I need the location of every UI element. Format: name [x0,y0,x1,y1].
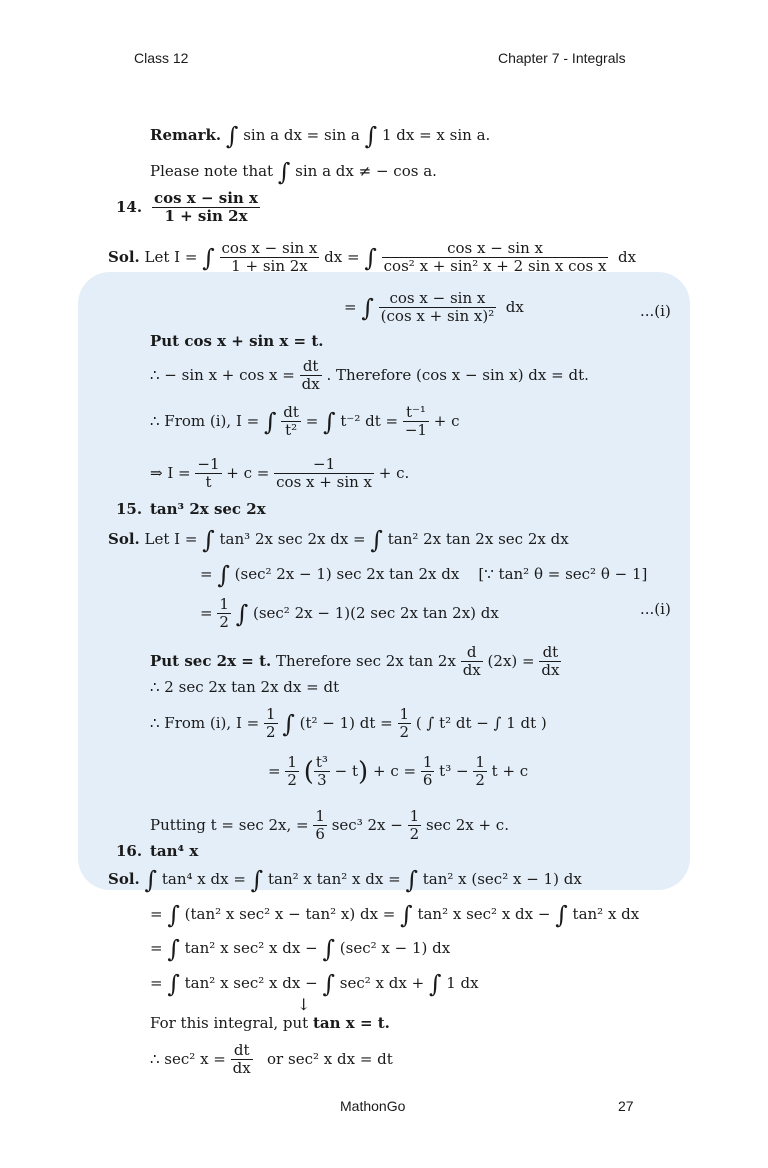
q15-sol-line-1: Sol. Let I = ∫ tan³ 2x sec 2x dx = ∫ tan² 2x tan 2x sec 2x dx [108,526,569,554]
q15-l6-half-num: 1 [287,753,297,771]
q15-l2-a: (sec² 2x − 1) sec 2x tan 2x dx [234,565,460,583]
q14-sol-line-1: Sol. Let I = ∫ $\frac{\text{cos x − sin x}}{1 + \sin 2x}$ dx = ∫ $\frac{\text{cos x − sin x}}{\text{cos² x + sin² x + 2 sin x cos x}}$ dx [108,239,637,276]
q14-f5-den: −1 [404,421,427,440]
q15-l6-half2-num: 1 [475,753,485,771]
q14-number: 14. [116,198,143,216]
q16-l3-a: tan² x sec² x dx − [184,939,318,957]
q15-put-c: (2x) = [487,651,535,670]
q15-therefore: ∴ 2 sec 2x tan 2x dx = dt [150,678,340,696]
q15-sol-line-3: = $\frac{1}{2}$ ∫ (sec² 2x − 1)(2 sec 2x tan 2x) dx [200,595,499,632]
remark-text-2b: sin a dx ≠ − cos a. [295,162,437,180]
q15-l6-half2-den: 2 [475,771,485,790]
footer-page-number: 27 [618,1098,634,1114]
q15-putting-sixth-num: 1 [315,807,325,825]
q14-from-b: = [305,411,319,430]
q16-for-line [150,1016,390,1031]
q15-from-b: (t² − 1) dt = [299,713,393,732]
q15-putting [150,808,509,844]
q14-f5-num: t⁻¹ [405,403,426,421]
q14-sol-label: Sol. [108,247,140,266]
q15-let: Let I = [144,530,198,548]
q15-sol-line-2: = ∫ (sec² 2x − 1) sec 2x tan 2x dx [∵ tan² θ = sec² θ − 1] [200,561,648,589]
q15-line-6: = $\frac{1}{2}$ ( $\frac{\text{t³}}{3}$ − t) + c = $\frac{1}{6}$ t³ − $\frac{1}{2}$ t + c [268,753,529,790]
q15-l1-b: tan² 2x tan 2x sec 2x dx [387,530,569,548]
q15-half-den: 2 [219,613,229,632]
q15-l6-d: t + c [491,761,529,780]
q14-f3-den: (cos x + sin x)² [380,307,495,326]
q14-eq: = [344,297,357,316]
q14-f7-den: cos x + sin x [276,473,373,492]
q15-l3-a: (sec² 2x − 1)(2 sec 2x tan 2x) dx [252,603,499,622]
q14-den: 1 + sin 2x [152,207,260,225]
header-class: Class 12 [134,50,189,66]
q14-therefore-b: . Therefore (cos x − sin x) dx = dt. [326,365,589,384]
q15-half-num: 1 [219,595,229,613]
q14-f6-num: −1 [197,455,220,473]
q15-from-c: ( ∫ t² dt − ∫ 1 dt ) [415,713,547,732]
q16-sol-line-3: = ∫ tan² x sec² x dx − ∫ (sec² x − 1) dx [150,935,451,963]
q15-d-num: d [466,643,477,661]
q15-putting-half-den: 2 [409,825,420,844]
q16-sol-label: Sol. [108,870,140,888]
q15-ref: ...(i) [640,600,671,618]
q16-dt-den: dx [232,1059,251,1078]
remark-line-1: Remark. ∫ sin a dx = sin a ∫ 1 dx = x sin a. [150,122,491,150]
q15-dt-num: dt [542,643,559,661]
q15-l6-a: − t [334,761,359,780]
q14-dt: dt [302,357,319,375]
q15-putting-b: sec³ 2x − [331,815,403,834]
q16-number: 16. [116,842,143,860]
q16-l4-a: tan² x sec² x dx − [184,974,318,992]
q14-dx-eq: dx = [324,247,360,266]
q16-l2-c: tan² x dx [572,905,640,923]
q14-implies [150,456,409,492]
q15-sixth-den: 6 [422,771,433,790]
q15-title: tan³ 2x sec 2x [150,500,266,518]
q16-title: tan⁴ x [150,842,199,860]
q14-num: cos x − sin x [154,189,258,207]
q15-l3-eq: = [200,603,213,622]
q16-therefore [150,1042,393,1078]
q16-arrow: ↓ [297,995,311,1014]
q15-putting-sixth-den: 6 [315,825,325,844]
q16-th-b: or sec² x dx = dt [267,1049,393,1068]
q14-f1-num: cos x − sin x [221,239,318,257]
q15-l6-c: t³ − [439,761,469,780]
q16-dt-num: dt [233,1041,250,1059]
q15-put-b: Therefore sec 2x tan 2x [276,651,456,670]
q14-f4-den: t² [281,421,301,439]
q15-d-den: dx [462,661,481,680]
q14-from-c: t⁻² dt = [340,411,399,430]
q14-from: ∴ From (i), I = ∫ $\frac{dt}{\text{t²}}$ = ∫ t⁻² dt = $\frac{\text{t⁻¹}}{-1}$ + c [150,403,460,440]
remark-text-1b: 1 dx = x sin a. [381,126,491,144]
q15-putting-a: Putting t = sec 2x, = [150,815,309,834]
remark-line-2: Please note that ∫ sin a dx ≠ − cos a. [150,158,437,186]
header-chapter: Chapter 7 - Integrals [498,50,626,66]
q14-f4-num: dt [283,403,299,421]
q15-sol-label: Sol. [108,530,140,548]
q15-l6-eq: = [268,761,281,780]
q15-from-half2-den: 2 [399,723,410,742]
q15-from-half2-num: 1 [399,705,410,723]
q14-dx: dx [618,247,637,266]
q15-l6-b: + c = [372,761,417,780]
q15-putting-half-num: 1 [409,807,420,825]
q15-from-half-num: 1 [266,705,276,723]
q15-sixth-num: 1 [422,753,433,771]
q14-plus-c: + c [433,411,460,430]
q16-l4-b: sec² x dx + [339,974,425,992]
q16-l3-b: (sec² x − 1) dx [339,939,451,957]
q16-l1-a: tan⁴ x dx = [161,870,246,888]
q16-l3-eq: = [150,939,163,957]
q15-putting-c: sec 2x + c. [425,815,509,834]
q15-dt-den: dx [541,661,560,680]
q14-impl-a: ⇒ I = [150,463,191,482]
q16-sol-line-1: Sol. ∫ tan⁴ x dx = ∫ tan² x tan² x dx = ∫ tan² x (sec² x − 1) dx [108,866,582,894]
q16-l4-eq: = [150,974,163,992]
q16-l4-c: 1 dx [446,974,479,992]
q14-impl-b: + c = [226,463,270,482]
q14-f3-num: cos x − sin x [389,289,486,307]
q14-problem [152,190,260,226]
q16-for-a: For this integral, put [150,1014,309,1032]
remark-text-1a: sin a dx = sin a [243,126,360,144]
q14-therefore-a: ∴ − sin x + cos x = [150,365,295,384]
q14-f2-den: cos² x + sin² x + 2 sin x cos x [383,257,607,276]
q14-from-a: ∴ From (i), I = [150,411,260,430]
q15-from-half-den: 2 [266,723,276,742]
q16-th-a: ∴ sec² x = [150,1049,226,1068]
q16-l1-c: tan² x (sec² x − 1) dx [422,870,582,888]
q16-sol-line-2: = ∫ (tan² x sec² x − tan² x) dx = ∫ tan² x sec² x dx − ∫ tan² x dx [150,901,640,929]
q14-f7-num: −1 [313,455,336,473]
q15-l6-half-den: 2 [287,771,297,790]
q14-put: Put cos x + sin x = t. [150,332,324,350]
q15-number: 15. [116,500,143,518]
q15-from-a: ∴ From (i), I = [150,713,260,732]
q15-from: ∴ From (i), I = $\frac{1}{2}$ ∫ (t² − 1) dt = $\frac{1}{2}$ ( ∫ t² dt − ∫ 1 dt ) [150,705,547,742]
q16-for-b: tan x = t. [313,1014,390,1032]
q15-put [150,644,561,680]
q15-t3-num: t³ [315,753,328,771]
q16-sol-line-4: = ∫ tan² x sec² x dx − ∫ sec² x dx + ∫ 1 dx [150,970,479,998]
q15-t3-den: 3 [314,771,330,789]
q16-l1-b: tan² x tan² x dx = [267,870,401,888]
q16-l2-eq: = [150,905,163,923]
q16-l2-b: tan² x sec² x dx − [417,905,551,923]
q14-let: Let I = [144,247,198,266]
q15-l2-eq: = [200,565,213,583]
q14-sol-line-2: = ∫ $\frac{\text{cos x − sin x}}{\text{(cos x + sin x)²}}$ dx [344,289,524,326]
q14-f2-num: cos x − sin x [447,239,543,257]
remark-text-2a: Please note that [150,162,274,180]
q16-l2-a: (tan² x sec² x − tan² x) dx = [184,905,396,923]
q14-dxd: dx [301,375,320,394]
q15-l2-b: [∵ tan² θ = sec² θ − 1] [478,565,648,583]
q14-f6-den: t [195,473,221,491]
q14-f1-den: 1 + sin 2x [220,257,320,275]
q14-impl-c: + c. [378,463,410,482]
footer-brand: MathonGo [340,1098,406,1114]
remark-label: Remark. [150,126,222,144]
q14-dx2: dx [505,297,524,316]
q14-therefore [150,358,589,394]
q14-ref: ...(i) [640,302,671,320]
q15-put-a: Put sec 2x = t. [150,651,272,670]
q15-l1-a: tan³ 2x sec 2x dx = [219,530,366,548]
